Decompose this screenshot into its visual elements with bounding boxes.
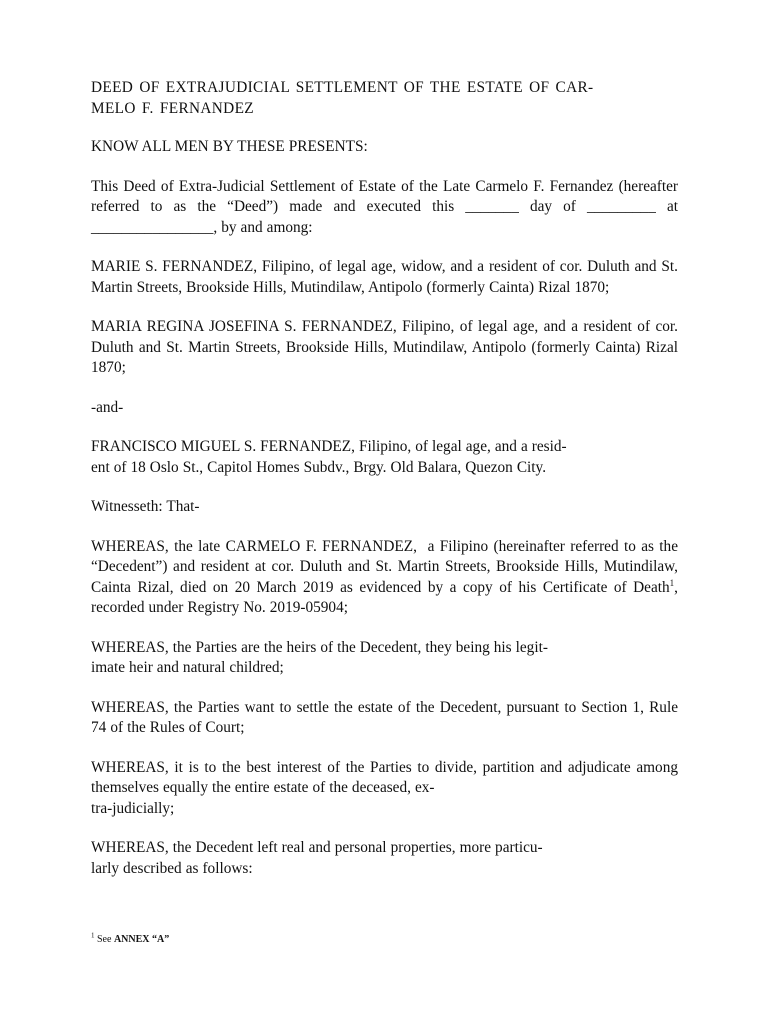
document-page (91, 78, 678, 879)
salutation: KNOW ALL MEN BY THESE PRESENTS: (91, 138, 368, 155)
and-separator: -and- (91, 398, 124, 416)
whereas-settle: WHEREAS, the Parties want to settle the estate of the Decedent, pursuant to Section 1, Rule 74 of the Rules of Court; (91, 698, 678, 736)
party-francisco: FRANCISCO MIGUEL S. FERNANDEZ, Filipino, of legal age, and a resid- ent of 18 Oslo St., Capitol Homes Subdv., Brgy. Old Balara, Quezon City. (91, 438, 567, 476)
whereas-heirs: WHEREAS, the Parties are the heirs of the Decedent, they being his legit- imate heir and natural childred; (91, 638, 548, 676)
party-maria-regina: MARIA REGINA JOSEFINA S. FERNANDEZ, Filipino, of legal age, and a resident of cor. Duluth and St. Martin Streets, Brookside Hills, Mutindilaw, Antipolo (formerly Cainta) Rizal 1870; (91, 318, 678, 376)
footnote-mark: 1 (91, 931, 95, 940)
whereas-partition: WHEREAS, it is to the best interest of the Parties to divide, partition and adjudicate among themselves equally the entire estate of the deceased, ex- tra-judicially; (91, 758, 678, 817)
whereas-decedent: WHEREAS, the late CARMELO F. FERNANDEZ, a Filipino (hereinafter referred to as the “Decedent”) and resident at cor. Duluth and St. Martin Streets, Brookside Hills, Mutindilaw, Cainta Rizal, died on 20 March 2019 as evidenced by a copy of his Certificate of Death$^1$, recorded under Registry No. 2019-05904; (91, 537, 678, 616)
footnote (91, 931, 170, 946)
footnote-annex-reference: ANNEX “A” (113, 934, 170, 945)
intro-paragraph: This Deed of Extra-Judicial Settlement of Estate of the Late Carmelo F. Fernandez (hereafter referred to as the “Deed”) made and executed this _______ day of _________ at ________________, by and among: (91, 177, 678, 236)
witnesseth: Witnesseth: That- (91, 498, 200, 515)
footnote-prefix: See (97, 934, 112, 945)
party-marie: MARIE S. FERNANDEZ, Filipino, of legal age, widow, and a resident of cor. Duluth and St. Martin Streets, Brookside Hills, Mutindilaw, Antipolo (formerly Cainta) Rizal 1870; (91, 258, 678, 296)
footnote-reference-mark: 1 (669, 577, 675, 588)
deed-title: DEED OF EXTRAJUDICIAL SETTLEMENT OF THE ESTATE OF CAR- MELO F. FERNANDEZ (91, 79, 594, 117)
whereas-properties: WHEREAS, the Decedent left real and personal properties, more particu- larly described as follows: (91, 839, 543, 877)
